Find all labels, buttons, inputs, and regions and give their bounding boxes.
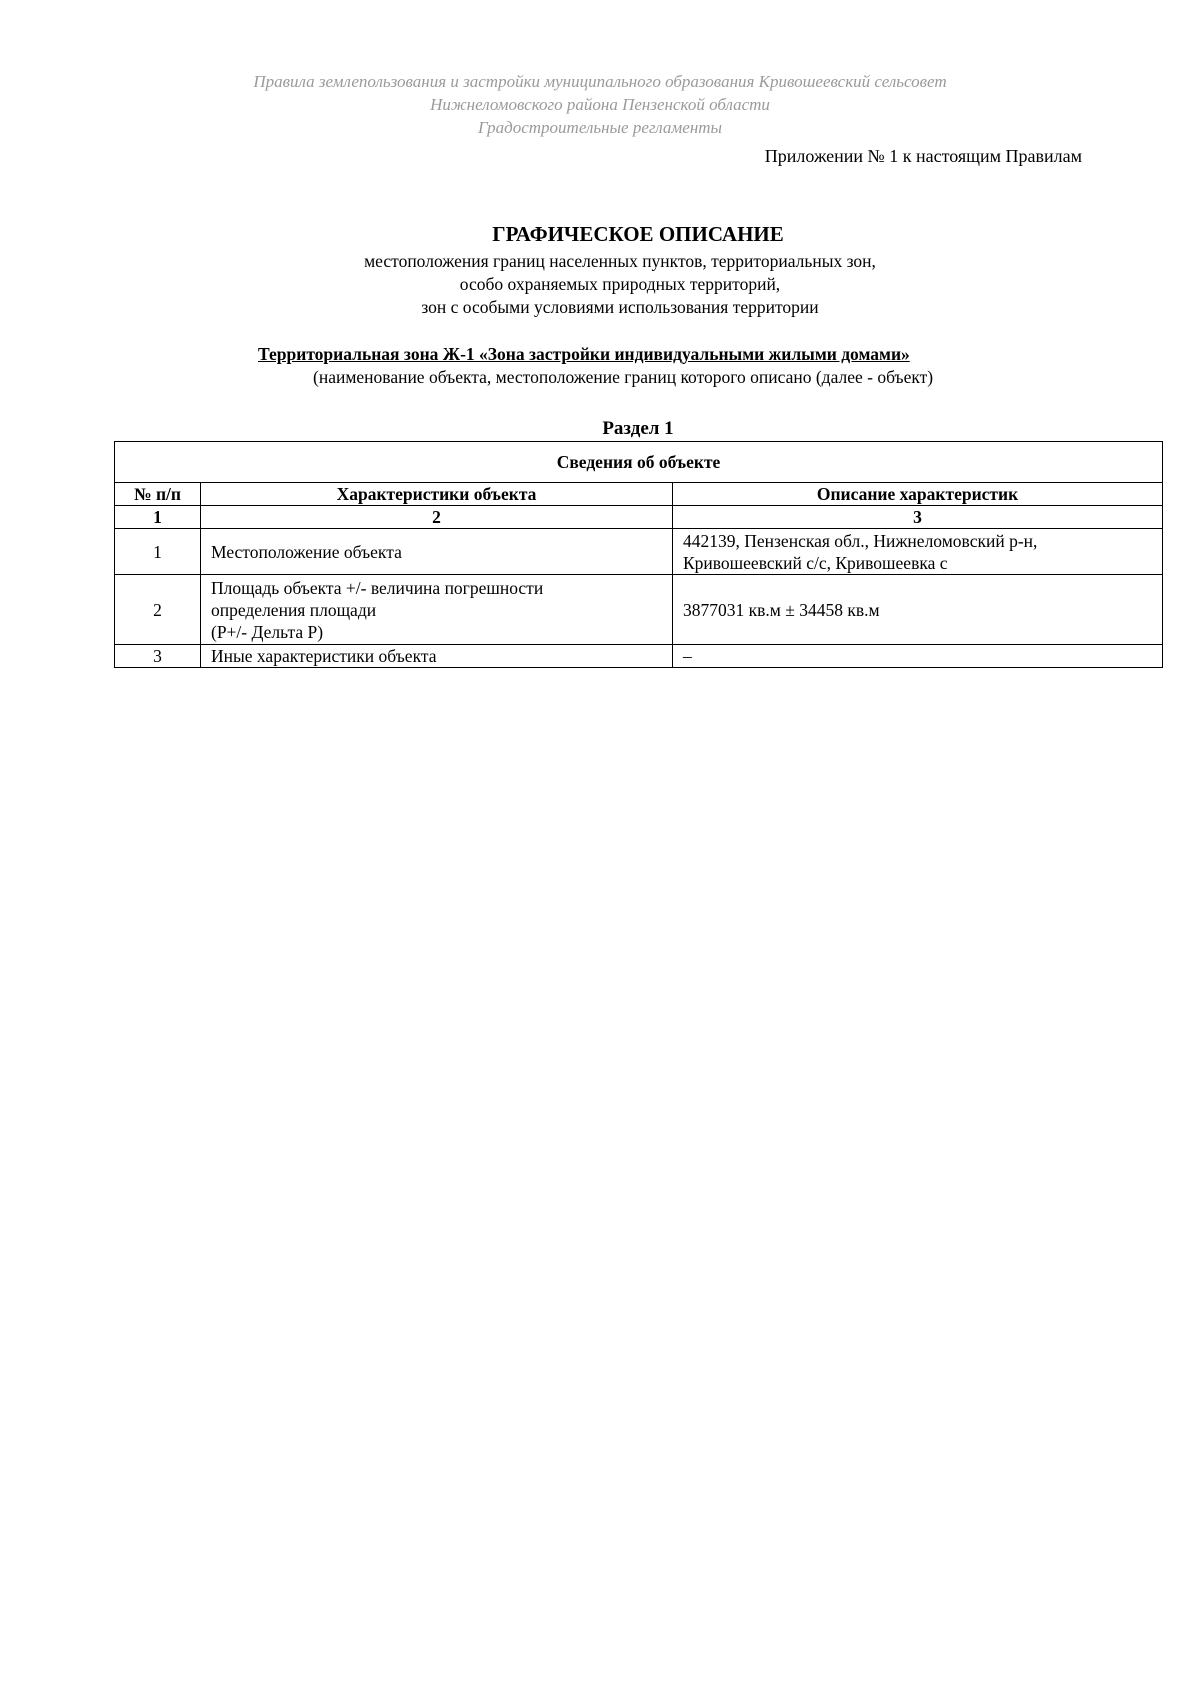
object-caption: (наименование объекта, местоположение границ которого описано (далее - объект) <box>313 367 934 387</box>
characteristic-line: Местоположение объекта <box>211 541 402 562</box>
description-line: 442139, Пензенская обл., Нижнеломовский р-н, <box>683 530 1038 551</box>
column-number-3: 3 <box>673 506 1163 529</box>
row-number: 1 <box>115 529 201 575</box>
header-number: № п/п <box>115 483 201 506</box>
header-description: Описание характеристик <box>673 483 1163 506</box>
table-row <box>115 645 1163 668</box>
appendix-note: Приложении № 1 к настоящим Правилам <box>764 146 1082 166</box>
subtitle-line-3: зон с особыми условиями использования территории <box>421 297 819 317</box>
row-characteristic <box>201 529 673 575</box>
column-number-2: 2 <box>201 506 673 529</box>
subtitle-line-1: местоположения границ населенных пунктов, территориальных зон, <box>364 251 876 271</box>
row-description <box>673 645 1163 668</box>
row-number: 3 <box>115 645 201 668</box>
characteristic-line: Иные характеристики объекта <box>211 645 437 666</box>
running-header-line-3: Градостроительные регламенты <box>477 118 723 137</box>
characteristic-line: Площадь объекта +/- величина погрешности <box>211 577 544 598</box>
header-characteristic: Характеристики объекта <box>201 483 673 506</box>
document-title: ГРАФИЧЕСКОЕ ОПИСАНИЕ <box>492 222 784 246</box>
document-subtitle <box>0 250 1200 319</box>
section-title: Раздел 1 <box>602 418 674 439</box>
subtitle-line-2: особо охраняемых природных территорий, <box>459 274 781 294</box>
object-info-table <box>114 441 1163 668</box>
running-header-line-1: Правила землепользования и застройки муниципального образования Кривошеевский сельсовет <box>253 72 947 91</box>
description-line: Кривошеевский с/с, Кривошеевка с <box>683 552 948 573</box>
row-description <box>673 529 1163 575</box>
column-number-row <box>115 506 1163 529</box>
row-description <box>673 575 1163 645</box>
description-line: 3877031 кв.м ± 34458 кв.м <box>683 599 880 620</box>
running-header-line-2: Нижнеломовского района Пензенской области <box>430 95 770 114</box>
characteristic-line: определения площади <box>211 599 377 620</box>
object-name: Территориальная зона Ж-1 «Зона застройки индивидуальными жилыми домами» <box>258 344 910 364</box>
row-number: 2 <box>115 575 201 645</box>
row-characteristic <box>201 575 673 645</box>
table-row <box>115 529 1163 575</box>
column-number-1: 1 <box>115 506 201 529</box>
table-caption-row <box>115 442 1163 483</box>
description-line: – <box>683 645 692 666</box>
row-characteristic <box>201 645 673 668</box>
table-caption: Сведения об объекте <box>115 442 1163 483</box>
table-row <box>115 575 1163 645</box>
characteristic-line: (P+/- Дельта P) <box>211 621 324 642</box>
running-header <box>0 70 1200 139</box>
table-header-row <box>115 483 1163 506</box>
